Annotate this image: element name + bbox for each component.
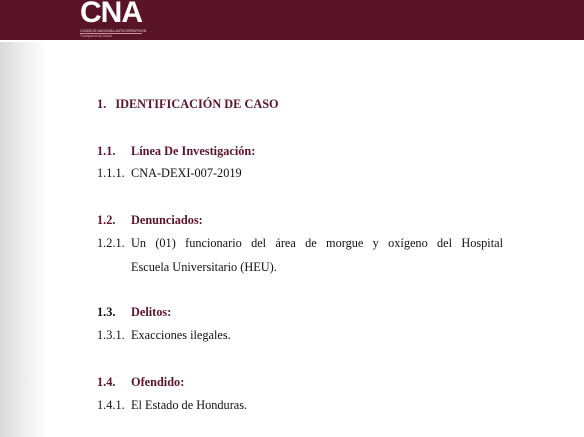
item-title: Denunciados: (131, 213, 203, 227)
item-number: 1.1. (97, 144, 116, 158)
entry-1-2-1-number (97, 236, 125, 251)
entry-number: 1.1.1. (97, 166, 125, 180)
logo-text: CNA (80, 0, 142, 29)
entry-number: 1.2.1. (97, 236, 125, 250)
item-title: Delitos: (131, 305, 172, 319)
section-title: IDENTIFICACIÓN DE CASO (115, 97, 279, 111)
entry-text-line-1: Un (01) funcionario del área de morgue y oxígeno del Hospital (131, 236, 503, 250)
entry-text: Exacciones ilegales. (131, 328, 231, 342)
entry-text: El Estado de Honduras. (131, 398, 248, 412)
item-title: Ofendido: (131, 375, 185, 389)
logo-tagline: Transparencia Social (80, 34, 112, 38)
section-number: 1. (97, 97, 107, 111)
entry-number: 1.4.1. (97, 398, 125, 412)
item-number: 1.4. (97, 375, 116, 389)
entry-text: CNA-DEXI-007-2019 (131, 166, 242, 180)
item-title: Línea De Investigación: (131, 144, 256, 158)
entry-number: 1.3.1. (97, 328, 125, 342)
section-heading (97, 97, 279, 112)
logo-subtitle: CONSEJO NACIONAL ANTICORRUPCIÓN (80, 29, 146, 33)
item-number: 1.2. (97, 213, 116, 227)
item-number: 1.3. (97, 305, 116, 319)
entry-text-line-2: Escuela Universitario (HEU). (131, 260, 277, 274)
